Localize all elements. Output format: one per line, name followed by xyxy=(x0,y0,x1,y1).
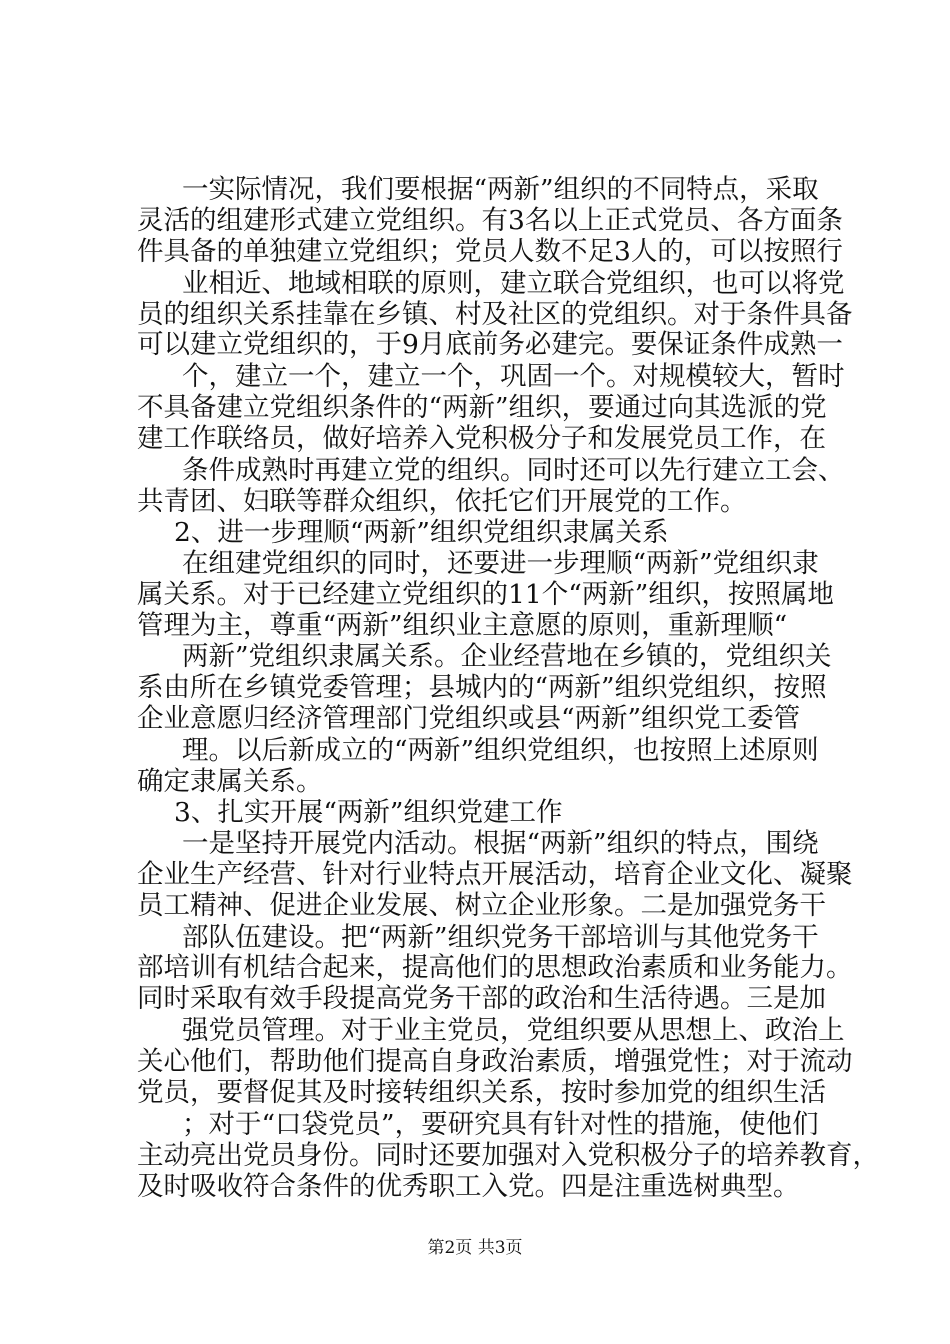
section-heading: 2、进一步理顺“两新”组织党组织隶属关系 xyxy=(174,517,669,548)
text-line: 件具备的单独建立党组织；党员人数不足3人的，可以按照行 xyxy=(137,236,843,267)
text-line: 一实际情况，我们要根据“两新”组织的不同特点，采取 xyxy=(182,174,819,205)
text-line: 管理为主，尊重“两新”组织业主意愿的原则，重新理顺“ xyxy=(137,610,788,641)
text-line: 不具备建立党组织条件的“两新”组织，要通过向其选派的党 xyxy=(137,392,827,423)
text-line: 员工精神、促进企业发展、树立企业形象。二是加强党务干 xyxy=(137,890,826,921)
text-line: 同时采取有效手段提高党务干部的政治和生活待遇。三是加 xyxy=(137,983,826,1014)
text-line: 属关系。对于已经建立党组织的11个“两新”组织，按照属地 xyxy=(137,579,834,610)
text-line: 可以建立党组织的，于9月底前务必建完。要保证条件成熟一 xyxy=(137,329,843,360)
text-line: 理。以后新成立的“两新”组织党组织，也按照上述原则 xyxy=(182,735,819,766)
text-line: 系由所在乡镇党委管理；县城内的“两新”组织党组织，按照 xyxy=(137,672,827,703)
text-line: 两新”党组织隶属关系。企业经营地在乡镇的，党组织关 xyxy=(182,641,832,672)
text-line: 关心他们，帮助他们提高自身政治素质，增强党性；对于流动 xyxy=(137,1046,853,1077)
section-heading: 3、扎实开展“两新”组织党建工作 xyxy=(174,797,563,828)
text-line: 企业生产经营、针对行业特点开展活动，培育企业文化、凝聚 xyxy=(137,859,853,890)
page-footer: 第2页 共3页 xyxy=(427,1238,523,1258)
text-line: 员的组织关系挂靠在乡镇、村及社区的党组织。对于条件具备 xyxy=(137,299,853,330)
text-line: 部培训有机结合起来，提高他们的思想政治素质和业务能力。 xyxy=(137,952,853,983)
text-line: ；对于“口袋党员”，要研究具有针对性的措施，使他们 xyxy=(182,1109,819,1140)
text-line: 业相近、地域相联的原则，建立联合党组织，也可以将党 xyxy=(182,268,845,299)
text-line: 确定隶属关系。 xyxy=(137,766,323,797)
text-line: 共青团、妇联等群众组织，依托它们开展党的工作。 xyxy=(137,486,747,517)
text-line: 强党员管理。对于业主党员，党组织要从思想上、政治上 xyxy=(182,1015,845,1046)
text-line: 主动亮出党员身份。同时还要加强对入党积极分子的培养教育， xyxy=(137,1140,879,1171)
text-line: 在组建党组织的同时，还要进一步理顺“两新”党组织隶 xyxy=(182,548,819,579)
text-line: 建工作联络员，做好培养入党积极分子和发展党员工作，在 xyxy=(137,423,826,454)
text-line: 灵活的组建形式建立党组织。有3名以上正式党员、各方面条 xyxy=(137,205,843,236)
text-line: 党员，要督促其及时接转组织关系，按时参加党的组织生活 xyxy=(137,1077,826,1108)
text-line: 个，建立一个，建立一个，巩固一个。对规模较大，暂时 xyxy=(182,361,845,392)
text-line: 及时吸收符合条件的优秀职工入党。四是注重选树典型。 xyxy=(137,1171,800,1202)
text-line: 企业意愿归经济管理部门党组织或县“两新”组织党工委管 xyxy=(137,703,801,734)
text-line: 部队伍建设。把“两新”组织党务干部培训与其他党务干 xyxy=(182,922,819,953)
text-line: 一是坚持开展党内活动。根据“两新”组织的特点，围绕 xyxy=(182,828,819,859)
text-line: 条件成熟时再建立党的组织。同时还可以先行建立工会、 xyxy=(182,455,845,486)
